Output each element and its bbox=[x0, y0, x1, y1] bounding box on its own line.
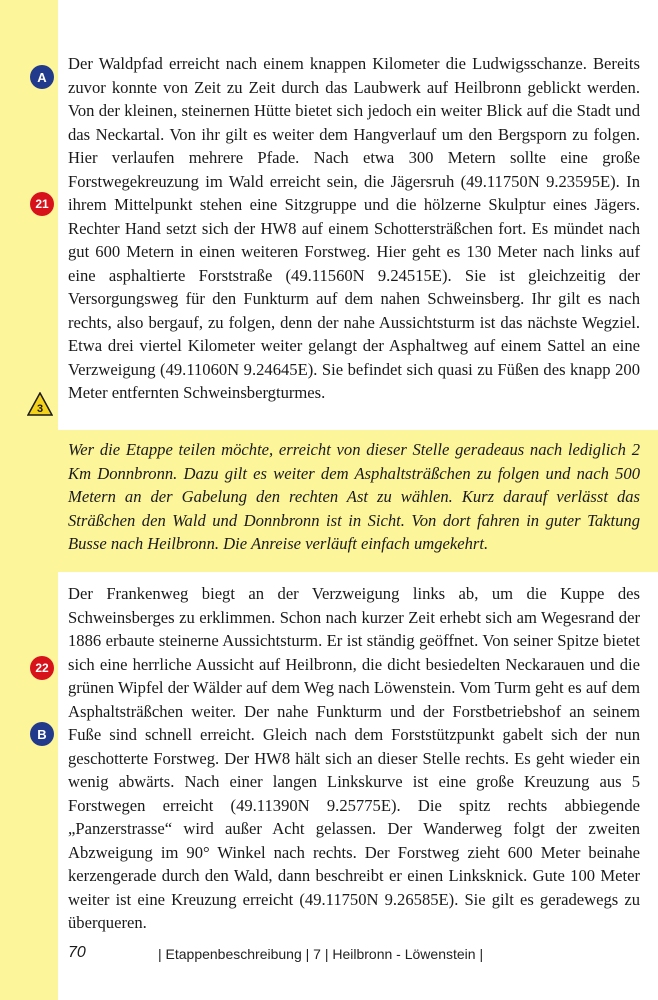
page-footer bbox=[0, 944, 658, 968]
waypoint-marker-b-label: B bbox=[37, 726, 47, 742]
waypoint-marker-21 bbox=[30, 192, 54, 216]
warning-triangle-label: 3 bbox=[36, 403, 44, 415]
waypoint-marker-22 bbox=[30, 656, 54, 680]
waypoint-marker-21-label: 21 bbox=[35, 197, 49, 211]
waypoint-marker-22-label: 22 bbox=[35, 661, 49, 675]
page-number: 70 bbox=[68, 944, 86, 961]
waypoint-marker-b bbox=[30, 722, 54, 746]
running-head: | Etappenbeschreibung | 7 | Heilbronn - Löwenstein | bbox=[158, 946, 484, 962]
paragraph-route-1: Der Waldpfad erreicht nach einem knappen Kilometer die Ludwigsschanze. Bereits zuvor konnte von Zeit zu Zeit durch das Laubwerk auf Heilbronn geblickt werden. Von der kleinen, steinernen Hütte bietet sich jedoch ein weiter Blick auf die Stadt und das Neckartal. Von ihr gilt es weiter dem Hangverlauf um den Bergsporn zu folgen. Hier verlaufen mehrere Pfade. Nach etwa 300 Metern sollte eine große Forstwegekreuzung im Wald erreicht sein, die Jägersruh (49.11750N 9.23595E). In ihrem Mittelpunkt stehen eine Sitzgruppe und die hölzerne Skulptur eines Jägers. Rechter Hand setzt sich der HW8 auf einem Schottersträßchen fort. Es mündet nach gut 600 Metern in einen weiteren Forstweg. Hier geht es 130 Meter nach links auf eine asphaltierte Forststraße (49.11560N 9.24515E). Sie ist gleichzeitig der Versorgungsweg für den Funkturm auf dem nahen Schweinsberg. Ihr gilt es nach rechts, also bergauf, zu folgen, denn der nahe Aussichtsturm ist das nächste Wegziel. Etwa drei viertel Kilometer weiter gelangt der Asphaltweg auf einem Sattel an eine Verzweigung (49.11060N 9.24645E). Sie befindet sich quasi zu Füßen des knapp 200 Meter entfernten Schweinsbergturmes. bbox=[68, 54, 640, 402]
callout-text: Wer die Etappe teilen möchte, erreicht von dieser Stelle geradeaus nach lediglich 2 Km Donnbronn. Dazu gilt es weiter dem Asphaltsträßchen zu folgen und nach 500 Metern an der Gabelung den rechten Ast zu wählen. Kurz darauf verlässt das Sträßchen den Wald und Donnbronn ist in Sicht. Von dort fahren in guter Taktung Busse nach Heilbronn. Die Anreise verläuft einfach umgekehrt. bbox=[68, 440, 640, 553]
paragraph-route-2: Der Frankenweg biegt an der Verzweigung links ab, um die Kuppe des Schweinsberges zu erklimmen. Schon nach kurzer Zeit erhebt sich am Wegesrand der 1886 erbaute steinerne Aussichtsturm. Er ist ständig geöffnet. Von seiner Spitze bietet sich eine herrliche Aussicht auf Heilbronn, die dicht besiedelten Neckarauen und die grünen Wipfel der Wälder auf dem Weg nach Löwenstein. Vom Turm geht es auf dem Asphaltsträßchen weiter. Der nahe Funkturm und der Forstbetriebshof an seinem Fuße sind schnell erreicht. Gleich nach dem Forststützpunkt gabelt sich der nun geschotterte Forstweg. Der HW8 hält sich an dieser Stelle rechts. Es geht wieder ein wenig abwärts. Nach einer langen Linkskurve ist eine große Kreuzung aus 5 Forstwegen erreicht (49.11390N 9.25775E). Die spitz rechts abbiegende „Panzerstrasse“ wird außer Acht gelassen. Der Wanderweg folgt der zweiten Abzweigung im 90° Winkel nach rechts. Der Forstweg zieht 600 Meter beinahe kerzengerade durch den Wald, dann beschreibt er einen Linksknick. Gute 100 Meter weiter ist eine Kreuzung erreicht (49.11750N 9.26585E). Sie gilt es geradewegs zu überqueren. bbox=[68, 584, 640, 932]
warning-triangle-icon bbox=[27, 392, 53, 416]
waypoint-marker-a-label: A bbox=[37, 69, 47, 85]
waypoint-marker-a bbox=[30, 65, 54, 89]
